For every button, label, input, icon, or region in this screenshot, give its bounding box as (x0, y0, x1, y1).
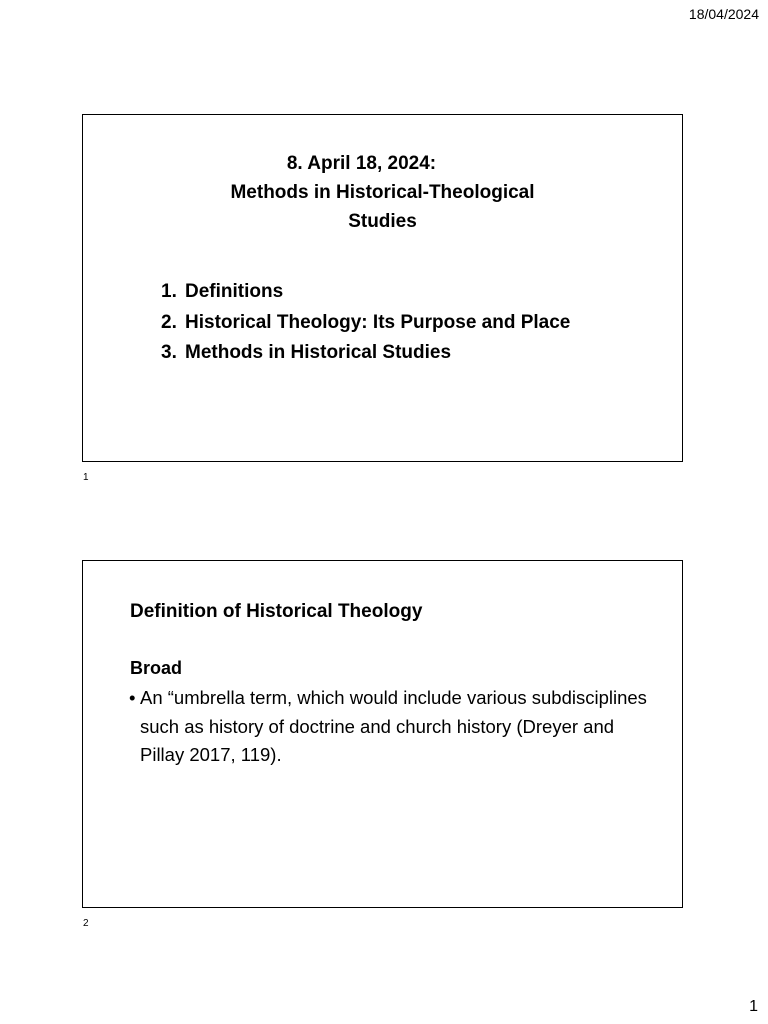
slide-number-1: 1 (83, 472, 89, 483)
agenda-item (161, 308, 570, 339)
agenda-item (161, 338, 570, 369)
slide-title (83, 149, 682, 236)
title-line-1: 8. April 18, 2024: (286, 153, 437, 174)
slide-number-2: 2 (83, 918, 89, 929)
slide-heading: Definition of Historical Theology (130, 601, 423, 622)
agenda-item-text: Definitions (185, 281, 284, 302)
agenda-item-number: 3. (161, 342, 177, 363)
slide-subheading: Broad (130, 658, 183, 678)
page-date: 18/04/2024 (688, 6, 759, 22)
agenda-item-text: Historical Theology: Its Purpose and Place (185, 311, 571, 333)
bullet-item (129, 684, 659, 770)
agenda-item-text: Methods in Historical Studies (185, 342, 452, 363)
agenda-list (161, 277, 570, 369)
agenda-item-number: 1. (161, 281, 177, 302)
title-line-2: Methods in Historical-Theological (230, 182, 535, 203)
agenda-item (161, 277, 570, 308)
bullet-text: An “umbrella term, which would include various subdisciplines such as history of doctrine and church history (Dreyer and Pillay 2017, 119). (140, 687, 647, 765)
bullet-icon: • (129, 687, 136, 708)
slide-2 (82, 560, 683, 908)
agenda-item-number: 2. (161, 311, 177, 333)
slide-1 (82, 114, 683, 462)
page-number: 1 (749, 998, 758, 1015)
title-line-3: Studies (348, 211, 417, 232)
